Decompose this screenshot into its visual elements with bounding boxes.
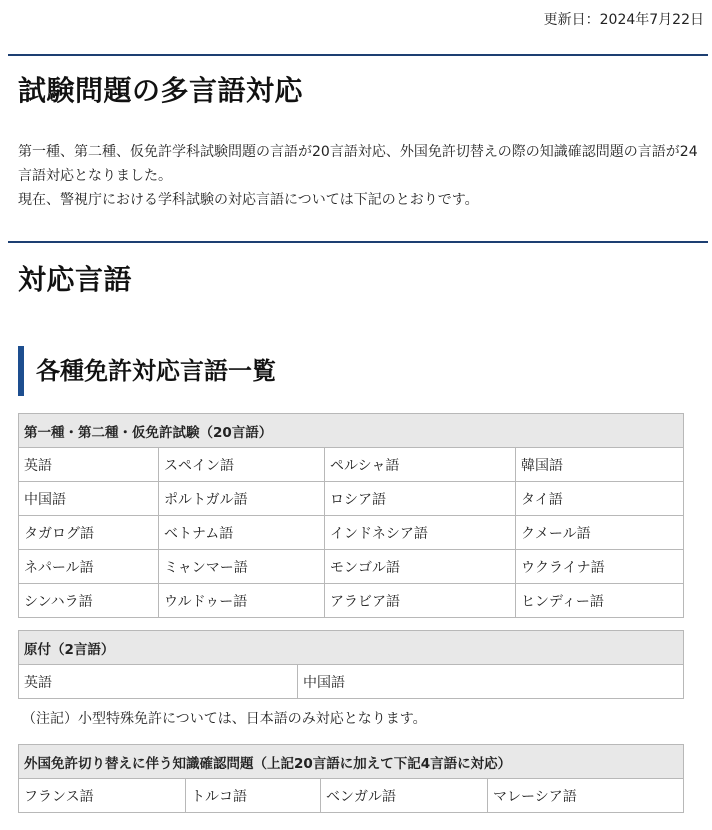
table-row — [19, 779, 684, 813]
table-cell: ウルドゥー語 — [159, 584, 325, 618]
table-header: 原付（2言語） — [19, 631, 684, 665]
intro-paragraph-2: 現在、警視庁における学科試験の対応言語については下記のとおりです。 — [18, 192, 479, 208]
table-cell: 英語 — [19, 665, 298, 699]
table-header: 外国免許切り替えに伴う知識確認問題（上記20言語に加えて下記4言語に対応） — [19, 745, 684, 779]
table-cell: ミャンマー語 — [159, 550, 325, 584]
note-text: （注記）小型特殊免許については、日本語のみ対応となります。 — [22, 711, 427, 727]
table-cell: ウクライナ語 — [516, 550, 684, 584]
language-table-foreign-license — [18, 744, 684, 813]
table-row — [19, 448, 684, 482]
table-cell: ネパール語 — [19, 550, 159, 584]
table-cell: マレーシア語 — [488, 779, 684, 813]
section-title: 対応言語 — [18, 263, 133, 296]
table-row — [19, 482, 684, 516]
table-cell: ベンガル語 — [321, 779, 488, 813]
table-cell: タイ語 — [516, 482, 684, 516]
table-cell: ヒンディー語 — [516, 584, 684, 618]
table-cell: スペイン語 — [159, 448, 325, 482]
language-table-general — [18, 413, 684, 618]
divider-middle — [8, 241, 708, 243]
intro-paragraph-1: 第一種、第二種、仮免許学科試験問題の言語が20言語対応、外国免許切替えの際の知識確認問題の言語が24言語対応となりました。 — [18, 144, 698, 184]
table-cell: 中国語 — [19, 482, 159, 516]
table-row — [19, 516, 684, 550]
table-cell: ベトナム語 — [159, 516, 325, 550]
table-cell: ポルトガル語 — [159, 482, 325, 516]
table-cell: ロシア語 — [325, 482, 516, 516]
table-cell: アラビア語 — [325, 584, 516, 618]
table-cell: フランス語 — [19, 779, 186, 813]
table-row — [19, 584, 684, 618]
intro-text — [18, 140, 698, 212]
updated-date: 更新日：2024年7月22日 — [543, 12, 704, 28]
table-cell: ペルシャ語 — [325, 448, 516, 482]
table-cell: シンハラ語 — [19, 584, 159, 618]
table-row — [19, 550, 684, 584]
table-cell: タガログ語 — [19, 516, 159, 550]
table-cell: 韓国語 — [516, 448, 684, 482]
language-table-moped — [18, 630, 684, 699]
table-cell: トルコ語 — [186, 779, 321, 813]
table-row — [19, 665, 684, 699]
subsection-title: 各種免許対応言語一覧 — [18, 346, 276, 396]
table-cell: インドネシア語 — [325, 516, 516, 550]
table-cell: 中国語 — [298, 665, 684, 699]
page-title: 試験問題の多言語対応 — [18, 74, 304, 107]
divider-top — [8, 54, 708, 56]
table-cell: 英語 — [19, 448, 159, 482]
table-cell: モンゴル語 — [325, 550, 516, 584]
table-cell: クメール語 — [516, 516, 684, 550]
table-header: 第一種・第二種・仮免許試験（20言語） — [19, 414, 684, 448]
